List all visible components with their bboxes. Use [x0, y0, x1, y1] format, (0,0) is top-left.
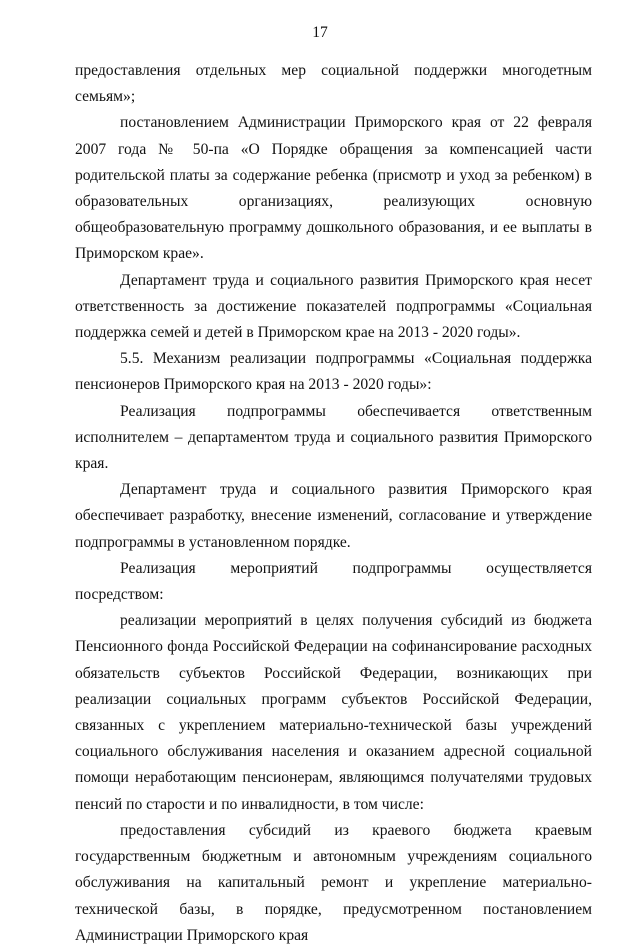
paragraph-2: постановлением Администрации Приморского края от 22 февраля 2007 года № 50-па «О Порядке обращения за компенсацией части родительской платы за содержание ребенка (присмотр и уход за ребенком) в образовательных организациях, реализующих основную общеобразовательную программу дошкольного образования, и ее выплаты в Приморском крае».: [75, 114, 592, 263]
paragraph-8: реализации мероприятий в целях получения субсидий из бюджета Пенсионного фонда Российской Федерации на софинансирование расходных обязательств субъектов Российской Федерации, возникающих при реализации социальных программ субъектов Российской Федерации, связанных с укреплением материально-технической базы учреждений социального обслуживания населения и оказанием адресной социальной помощи неработающим пенсионерам, являющимся получателями трудовых пенсий по старости и по инвалидности, в том числе:: [75, 612, 592, 813]
paragraph-5: Реализация подпрограммы обеспечивается ответственным исполнителем – департаментом труда и социального развития Приморского края.: [75, 402, 592, 473]
document-body: [75, 58, 592, 949]
paragraph-1: предоставления отдельных мер социальной поддержки многодетным семьям»;: [75, 62, 592, 106]
paragraph-4: 5.5. Механизм реализации подпрограммы «Социальная поддержка пенсионеров Приморского края на 2013 - 2020 годы»:: [75, 350, 592, 394]
paragraph-9: предоставления субсидий из краевого бюджета краевым государственным бюджетным и автономным учреждениям социального обслуживания на капитальный ремонт и укрепление материально-технической базы, в порядке, предусмотренном постановлением Администрации Приморского края: [75, 821, 592, 944]
page-number: 17: [312, 24, 328, 41]
paragraph-6: Департамент труда и социального развития Приморского края обеспечивает разработку, внесение изменений, согласование и утверждение подпрограммы в установленном порядке.: [75, 481, 592, 551]
paragraph-3: Департамент труда и социального развития Приморского края несет ответственность за достижение показателей подпрограммы «Социальная поддержка семей и детей в Приморском крае на 2013 - 2020 годы».: [75, 271, 592, 342]
paragraph-7: Реализация мероприятий подпрограммы осуществляется посредством:: [75, 559, 592, 604]
